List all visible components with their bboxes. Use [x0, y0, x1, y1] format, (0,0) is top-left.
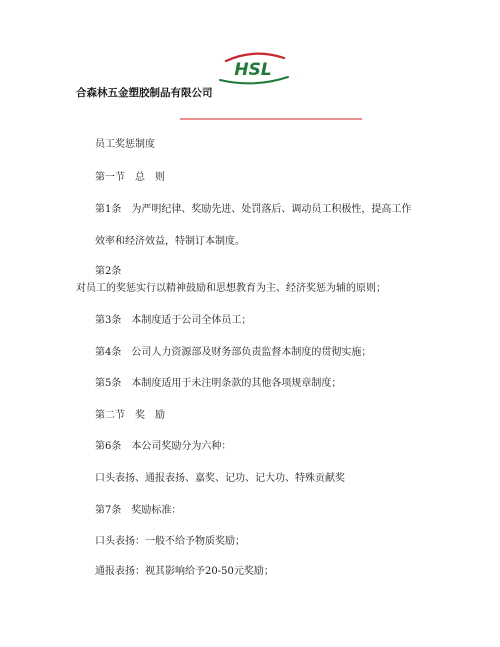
article-text: 第6条 本公司奖励分为六种： — [95, 441, 232, 452]
document-title: 员工奖惩制度 — [95, 139, 155, 150]
article-text: 效率和经济效益，特制订本制度。 — [95, 236, 245, 247]
section-heading: 第一节 总 则 — [95, 172, 165, 183]
logo-text: HSL — [234, 60, 272, 80]
article-text: 口头表扬、通报表扬、嘉奖、记功、记大功、特殊贡献奖 — [95, 473, 345, 484]
article-text: 第5条 本制度适用于未注明条款的其他各项规章制度； — [95, 378, 342, 389]
company-name: 合森林五金塑胶制品有限公司 — [76, 87, 213, 99]
article-text: 第7条 奖励标准： — [95, 505, 182, 516]
article-text: 第1条 为严明纪律、奖励先进、处罚落后、调动员工积极性，提高工作 — [95, 204, 412, 215]
section-heading: 第二节 奖 励 — [95, 410, 165, 421]
hsl-logo — [212, 50, 294, 86]
article-number: 第2条 — [95, 266, 122, 277]
article-text: 对员工的奖惩实行以精神鼓励和思想教育为主、经济奖惩为辅的原则； — [76, 283, 386, 294]
article-text: 通报表扬：视其影响给予20-50元奖励； — [95, 566, 274, 577]
article-text: 口头表扬：一般不给予物质奖励； — [95, 536, 245, 547]
article-text: 第4条 公司人力资源部及财务部负责监督本制度的贯彻实施； — [95, 347, 372, 358]
article-text: 第3条 本制度适于公司全体员工； — [95, 315, 252, 326]
header-divider — [180, 118, 362, 120]
